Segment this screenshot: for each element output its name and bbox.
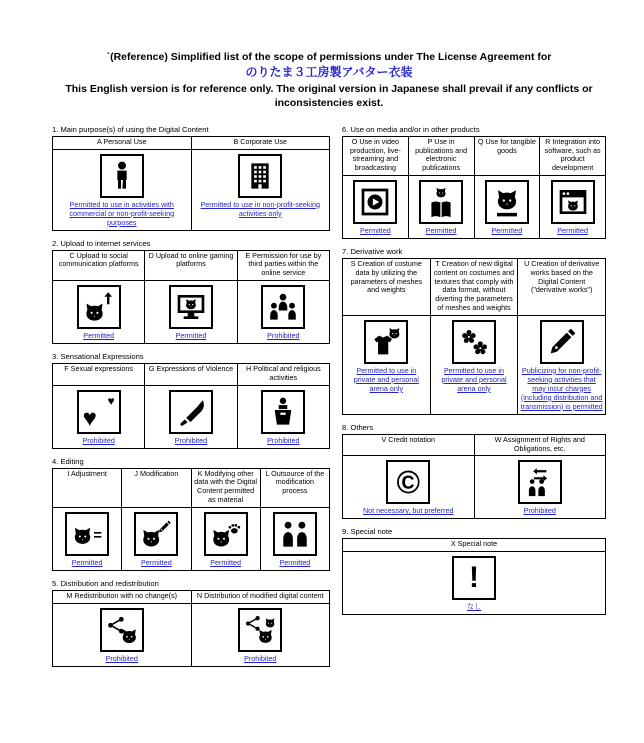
section-sensational [52, 352, 330, 449]
item-label: M Redistribution with no change(s) [53, 590, 192, 603]
item-cell [145, 385, 237, 448]
item-cell [53, 507, 122, 570]
title-product-name: のりたま３工房製アバター衣装 [245, 65, 413, 80]
item-label: T Creation of new digital content on costumes and textures that comply with data format, without diverting the parameters of meshes and weights [430, 259, 518, 316]
section-upload [52, 239, 330, 344]
costume-data-icon [364, 320, 408, 364]
item-label: O Use in video production, live-streaming and broadcasting [343, 136, 409, 175]
item-status: Permitted to use in private and personal arena only [441, 365, 507, 393]
item-cell [343, 456, 475, 519]
item-label: G Expressions of Violence [145, 364, 237, 386]
item-label: F Sexual expressions [53, 364, 145, 386]
permission-table [342, 258, 606, 415]
copyright-icon: © [396, 464, 421, 501]
item-cell [237, 385, 329, 448]
modified-distribution-icon [238, 608, 282, 652]
item-label: W Assignment of Rights and Obligations, etc. [474, 434, 606, 456]
item-label: L Outsource of the modification process [260, 468, 329, 507]
section-heading: 3. Sensational Expressions [52, 352, 144, 362]
item-cell [191, 149, 330, 230]
item-label: A Personal Use [53, 136, 192, 149]
content-columns [52, 125, 606, 675]
social-upload-icon [77, 285, 121, 329]
permission-table [52, 468, 330, 571]
left-column [52, 125, 330, 675]
item-status: Prohibited [105, 653, 138, 663]
section-distribution [52, 579, 330, 667]
item-cell [191, 507, 260, 570]
item-cell [343, 552, 606, 615]
item-status: Prohibited [174, 435, 208, 445]
item-label: C Upload to social communication platforms [53, 250, 145, 280]
modify-other-data-icon [204, 512, 248, 556]
tangible-goods-icon [485, 180, 529, 224]
section-main-purpose [52, 125, 330, 231]
section-media-products [342, 125, 606, 239]
video-production-icon [353, 180, 397, 224]
item-status: なし [466, 602, 482, 612]
exclamation-icon: ! [469, 561, 479, 595]
item-status: Permitted to use in activities with commercial or non-profit-seeking purposes [69, 199, 175, 227]
item-cell [474, 456, 606, 519]
item-label: N Distribution of modified digital content [191, 590, 330, 603]
item-status: Prohibited [267, 435, 300, 445]
game-upload-icon [169, 285, 213, 329]
item-status: Permitted to use in non-profit-seeking activities only [200, 199, 320, 218]
section-heading: 5. Distribution and redistribution [52, 578, 159, 588]
section-editing [52, 457, 330, 571]
item-cell [540, 176, 606, 239]
item-cell [343, 315, 431, 414]
svg-text:=: = [93, 527, 103, 544]
item-label: B Corporate Use [191, 136, 330, 149]
item-status: Permitted [557, 226, 588, 236]
item-label: I Adjustment [53, 468, 122, 507]
permission-table [52, 250, 330, 344]
software-integration-icon [551, 180, 595, 224]
item-cell [122, 507, 191, 570]
item-label: U Creation of derivative works based on the Digital Content ("derivative works") [518, 259, 606, 316]
item-cell [260, 507, 329, 570]
section-heading: 6. Use on media and/or in other products [342, 124, 480, 134]
rights-assignment-icon [518, 460, 562, 504]
item-cell [343, 176, 409, 239]
violence-icon [169, 390, 213, 434]
political-religious-icon [261, 390, 305, 434]
section-heading: 2. Upload to internet services [52, 238, 151, 248]
title-line-1: `(Reference) Simplified list of the scope of permissions under The License Agreement for [106, 51, 552, 63]
section-heading: 7. Derivative work [342, 247, 403, 257]
section-heading: 1. Main purpose(s) of using the Digital Content [52, 124, 209, 134]
section-others [342, 423, 606, 520]
item-cell [53, 281, 145, 344]
title-disclaimer: This English version is for reference only. The original version in Japanese shall prevail if any conflicts or inconsistencies exist. [65, 82, 593, 109]
item-cell [430, 315, 518, 414]
derivative-works-icon [540, 320, 584, 364]
new-content-icon [452, 320, 496, 364]
section-derivative-work [342, 247, 606, 415]
modification-icon [134, 512, 178, 556]
item-label: K Modifying other data with the Digital Content permitted as material [191, 468, 260, 507]
item-status: Not necessary, but preferred [362, 506, 454, 516]
personal-use-icon [100, 154, 144, 198]
item-status: Permitted [279, 557, 311, 567]
sexual-expression-icon [77, 390, 121, 434]
section-special-note [342, 527, 606, 615]
heart-icon: ♥ [107, 393, 115, 408]
item-label: S Creation of costume data by utilizing the parameters of meshes and weights [343, 259, 431, 316]
item-status: Prohibited [244, 653, 277, 663]
item-status: Permitted [359, 226, 391, 236]
permission-table [342, 136, 606, 239]
item-label: J Modification [122, 468, 191, 507]
item-label: V Credit notation [343, 434, 475, 456]
heart-icon: ♥ [82, 404, 97, 432]
item-cell [408, 176, 474, 239]
publication-icon [419, 180, 463, 224]
item-label: D Upload to online gaming platforms [145, 250, 237, 280]
item-cell [191, 603, 330, 666]
permission-table [52, 590, 330, 667]
item-status: Prohibited [82, 435, 115, 445]
document-title [52, 50, 606, 110]
item-status: Permitted [491, 226, 523, 236]
corporate-use-icon [238, 154, 282, 198]
item-status: Permitted [71, 557, 103, 567]
section-heading: 9. Special note [342, 527, 393, 537]
item-status: Permitted [83, 331, 115, 341]
third-party-use-icon [261, 285, 305, 329]
item-label: E Permission for use by third parties within the online service [237, 250, 329, 280]
item-label: Q Use for tangible goods [474, 136, 540, 175]
item-status: Permitted to use in private and personal arena only [353, 365, 419, 393]
adjustment-icon [65, 512, 109, 556]
item-label: X Special note [343, 539, 606, 552]
credit-notation-icon [386, 460, 430, 504]
item-cell [53, 149, 192, 230]
right-column [342, 125, 606, 623]
item-label: P Use in publications and electronic publications [408, 136, 474, 175]
item-cell [145, 281, 237, 344]
item-cell [474, 176, 540, 239]
item-cell [53, 385, 145, 448]
item-status: Publicizing for non-profit-seeking activities that may incur charges (including distribution and transmission) is permitted [520, 365, 603, 411]
item-cell [518, 315, 606, 414]
item-status: Permitted [140, 557, 172, 567]
item-status: Permitted [175, 331, 207, 341]
item-status: Permitted [425, 226, 457, 236]
redistribution-icon [100, 608, 144, 652]
permission-table [52, 363, 330, 449]
item-status: Permitted [210, 557, 241, 567]
special-note-icon [452, 556, 496, 600]
item-label: H Political and religious activities [237, 364, 329, 386]
section-heading: 4. Editing [52, 456, 84, 466]
item-cell [53, 603, 192, 666]
item-label: R Integration into software, such as product development [540, 136, 606, 175]
permission-table [52, 136, 330, 231]
item-status: Prohibited [523, 506, 556, 516]
permission-table [342, 538, 606, 615]
section-heading: 8. Others [342, 422, 374, 432]
item-status: Prohibited [267, 331, 300, 341]
permission-table [342, 434, 606, 520]
item-cell [237, 281, 329, 344]
outsource-icon [273, 512, 317, 556]
